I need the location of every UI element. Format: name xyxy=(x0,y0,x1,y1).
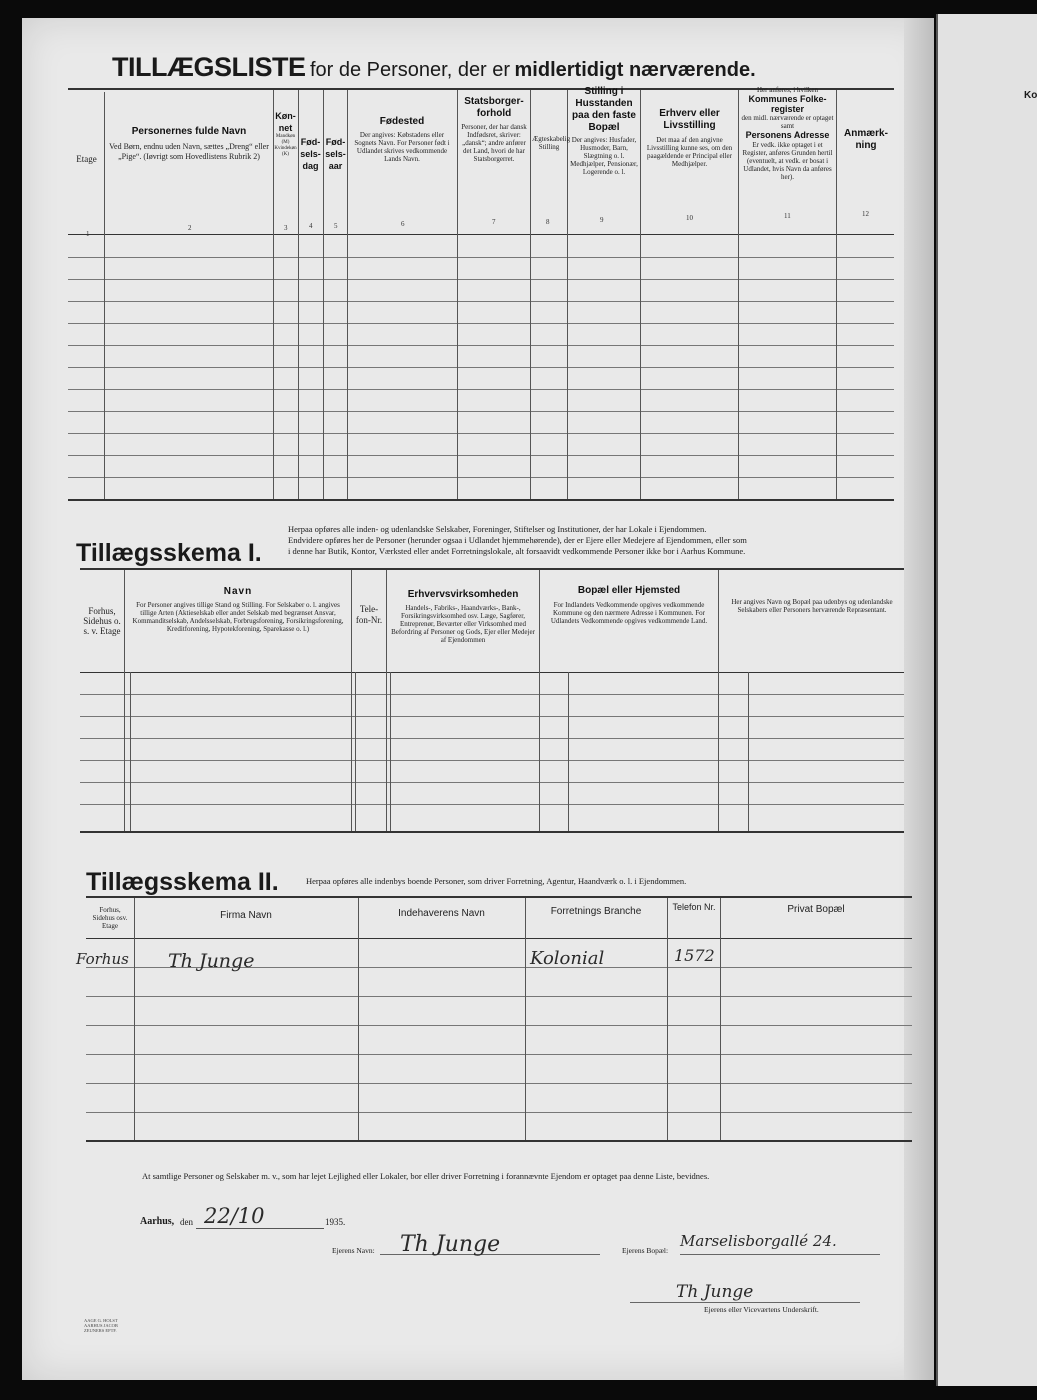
row1-telefon: 1572 xyxy=(674,946,715,965)
skema1-col-bopael: Bopæl eller Hjemsted For Indlandets Vedkommende opgives vedkommende Kommune og den nærmere Adresse i Kommunen. For Udlandets Vedkommende opgives vedkommende Land. xyxy=(550,585,708,625)
main-table-bottom-rule xyxy=(68,499,894,501)
main-table-header-rule xyxy=(68,234,894,235)
skema2-header-rule xyxy=(86,938,912,939)
col-fodested-header: Fødested Der angives: Købstadens eller Sognets Navn. For Personer født i Udlandet skrives vedkommende Lands Navn. xyxy=(354,116,450,163)
owner-name-handwritten: Th Junge xyxy=(400,1232,501,1257)
owner-address-underline xyxy=(680,1254,880,1255)
col-name-header: Personernes fulde Navn Ved Børn, endnu uden Navn, sættes „Dreng“ eller „Pige“. (Iøvrigt som Hovedlistens Rubrik 2) xyxy=(109,126,269,161)
skema2-intro: Herpaa opføres alle indenbys boende Personer, som driver Forretning, Agentur, Haandværk o. l. i Ejendommen. xyxy=(306,876,687,886)
skema1-col-etage: Forhus, Sidehus o. s. v. Etage xyxy=(83,606,121,636)
place: Aarhus, xyxy=(140,1216,175,1227)
skema2-col-telefon: Telefon Nr. xyxy=(672,902,716,912)
col-kon-header: Køn-net Mandkøn (M) Kvindekøn (K) xyxy=(274,111,297,157)
row1-firma: Th Junge xyxy=(168,950,255,972)
skema2-col-etage: Forhus, Sidehus osv. Etage xyxy=(92,906,128,930)
skema2-col-indehaver: Indehaverens Navn xyxy=(398,908,485,919)
main-title xyxy=(112,52,756,83)
year: 1935. xyxy=(325,1217,346,1227)
skema1-bottom-rule xyxy=(80,831,904,833)
row1-branche: Kolonial xyxy=(530,948,605,969)
col-erhverv-header: Erhverv eller Livsstilling Det maa af den angivne Livsstilling kunne ses, om den paagældende er Principal eller Medhjælper. xyxy=(646,108,733,168)
col-fodselsaar-header: Fød-sels-aar xyxy=(325,137,346,171)
skema1-title: Tillægsskema I. xyxy=(76,539,262,567)
owner-name-label: Ejerens Navn: xyxy=(332,1246,375,1255)
main-title-bold: midlertidigt nærværende. xyxy=(514,59,756,81)
skema1-intro: Herpaa opføres alle inden- og udenlandske Selskaber, Foreninger, Stiftelser og Institutioner, der har Lokale i Ejendommen. Endvidere opføres her de Personer (herunder ogsaa i Udlandet hjemmehørende), der er Ejere eller Medejere af Ejendommen, eller som i denne har Butik, Kontor, Værksted eller andet Forretningslokale, alt forsaavidt vedkommende Personer ikke bor i Aarhus Kommune. xyxy=(288,524,747,556)
col-etage-header: Etage xyxy=(76,154,97,164)
col-aegteskab-header: Ægteskabelig Stilling xyxy=(532,135,571,151)
skema1-col-telefon: Tele-fon-Nr. xyxy=(355,604,383,625)
skema1-col-navn: Navn For Personer angives tillige Stand og Stilling. For Selskaber o. l. angives tillige Arten (Aktieselskab eller andet Selskab med begrænset Ansvar, Kommanditselskab, Andelsselskab, Forbrugsforening, Forsikringsforening, Kreditforening, Hypotekforening, Sparekasse o. l.) xyxy=(132,586,344,633)
date-handwritten: 22/10 xyxy=(204,1204,265,1228)
printer-mark: AAGE G. HOLST AARHUS JACOB ZEUNERS EFTF. xyxy=(84,1318,118,1333)
skema2-col-firma: Firma Navn xyxy=(220,910,272,921)
next-page-edge xyxy=(936,14,1037,1386)
skema2-col-branche: Forretnings Branche xyxy=(550,906,642,917)
signature-underline xyxy=(630,1302,860,1303)
skema1-top-rule xyxy=(80,568,904,570)
skema2-title: Tillægsskema II. xyxy=(86,868,279,896)
col-fodselsdag-header: Fød-sels-dag xyxy=(300,137,321,171)
col-anmaerkning-header: Anmærk-ning xyxy=(844,128,888,151)
skema2-top-rule xyxy=(86,896,912,898)
den-label: den xyxy=(180,1217,193,1227)
skema1-col-erhverv: Erhvervsvirksomheden Handels-, Fabriks-, Haandværks-, Bank-, Forsikringsvirksomhed osv. Læge, Sagfører, Entreprenør, Beværter eller Virksomhed med Befordring af Personer og Gods, Ejer eller Medejer af Ejendommen xyxy=(391,589,535,644)
date-underline xyxy=(196,1228,324,1229)
row1-etage: Forhus xyxy=(76,950,129,968)
skema1-col-repraesentant: Her angives Navn og Bopæl paa udenbys og udenlandske Selskabers eller Personers herværende Repræsentant. xyxy=(731,598,893,614)
date-line xyxy=(140,1204,360,1234)
main-title-rest: for de Personer, der er xyxy=(309,59,511,81)
signature-handwritten: Th Junge xyxy=(676,1282,754,1302)
main-title-big: TILLÆGSLISTE xyxy=(112,52,306,82)
signature-label: Ejerens eller Viceværtens Underskrift. xyxy=(704,1305,819,1314)
skema2-bottom-rule xyxy=(86,1140,912,1142)
col-stilling-header: Stilling i Husstanden paa den faste Bopæl Der angives: Husfader, Husmoder, Barn, Slægtning o. l. Medhjælper, Pensionær, Logerende o. l. xyxy=(570,86,638,176)
owner-address-label: Ejerens Bopæl: xyxy=(622,1246,669,1255)
declaration: At samtlige Personer og Selskaber m. v., som har lejet Lejlighed eller Lokaler, bor eller driver Forretning i forannævnte Ejendom er optaget paa denne Liste, bevidnes. xyxy=(142,1171,710,1181)
col-folkeregister-header: Her anføres, i hvilken Kommunes Folke-register den midl. nærværende er optaget samt Personens Adresse Er vedk. ikke optaget i et Register, anføres Grunden hertil (eventuelt, at vedk. er bosat i Udlandet, hvis Navn da anføres her). xyxy=(741,86,834,181)
skema2-col-bopael: Privat Bopæl xyxy=(787,904,845,915)
owner-address-handwritten: Marselisborgallé 24. xyxy=(680,1232,837,1250)
col-statsborger-header: Statsborger-forhold Personer, der har dansk Indfødsret, skriver: „dansk“; andre anfører det Land, hvori de har Statsborgerret. xyxy=(461,96,527,163)
next-page-fragment: Ko xyxy=(1024,90,1037,101)
skema1-header-rule xyxy=(80,672,904,673)
